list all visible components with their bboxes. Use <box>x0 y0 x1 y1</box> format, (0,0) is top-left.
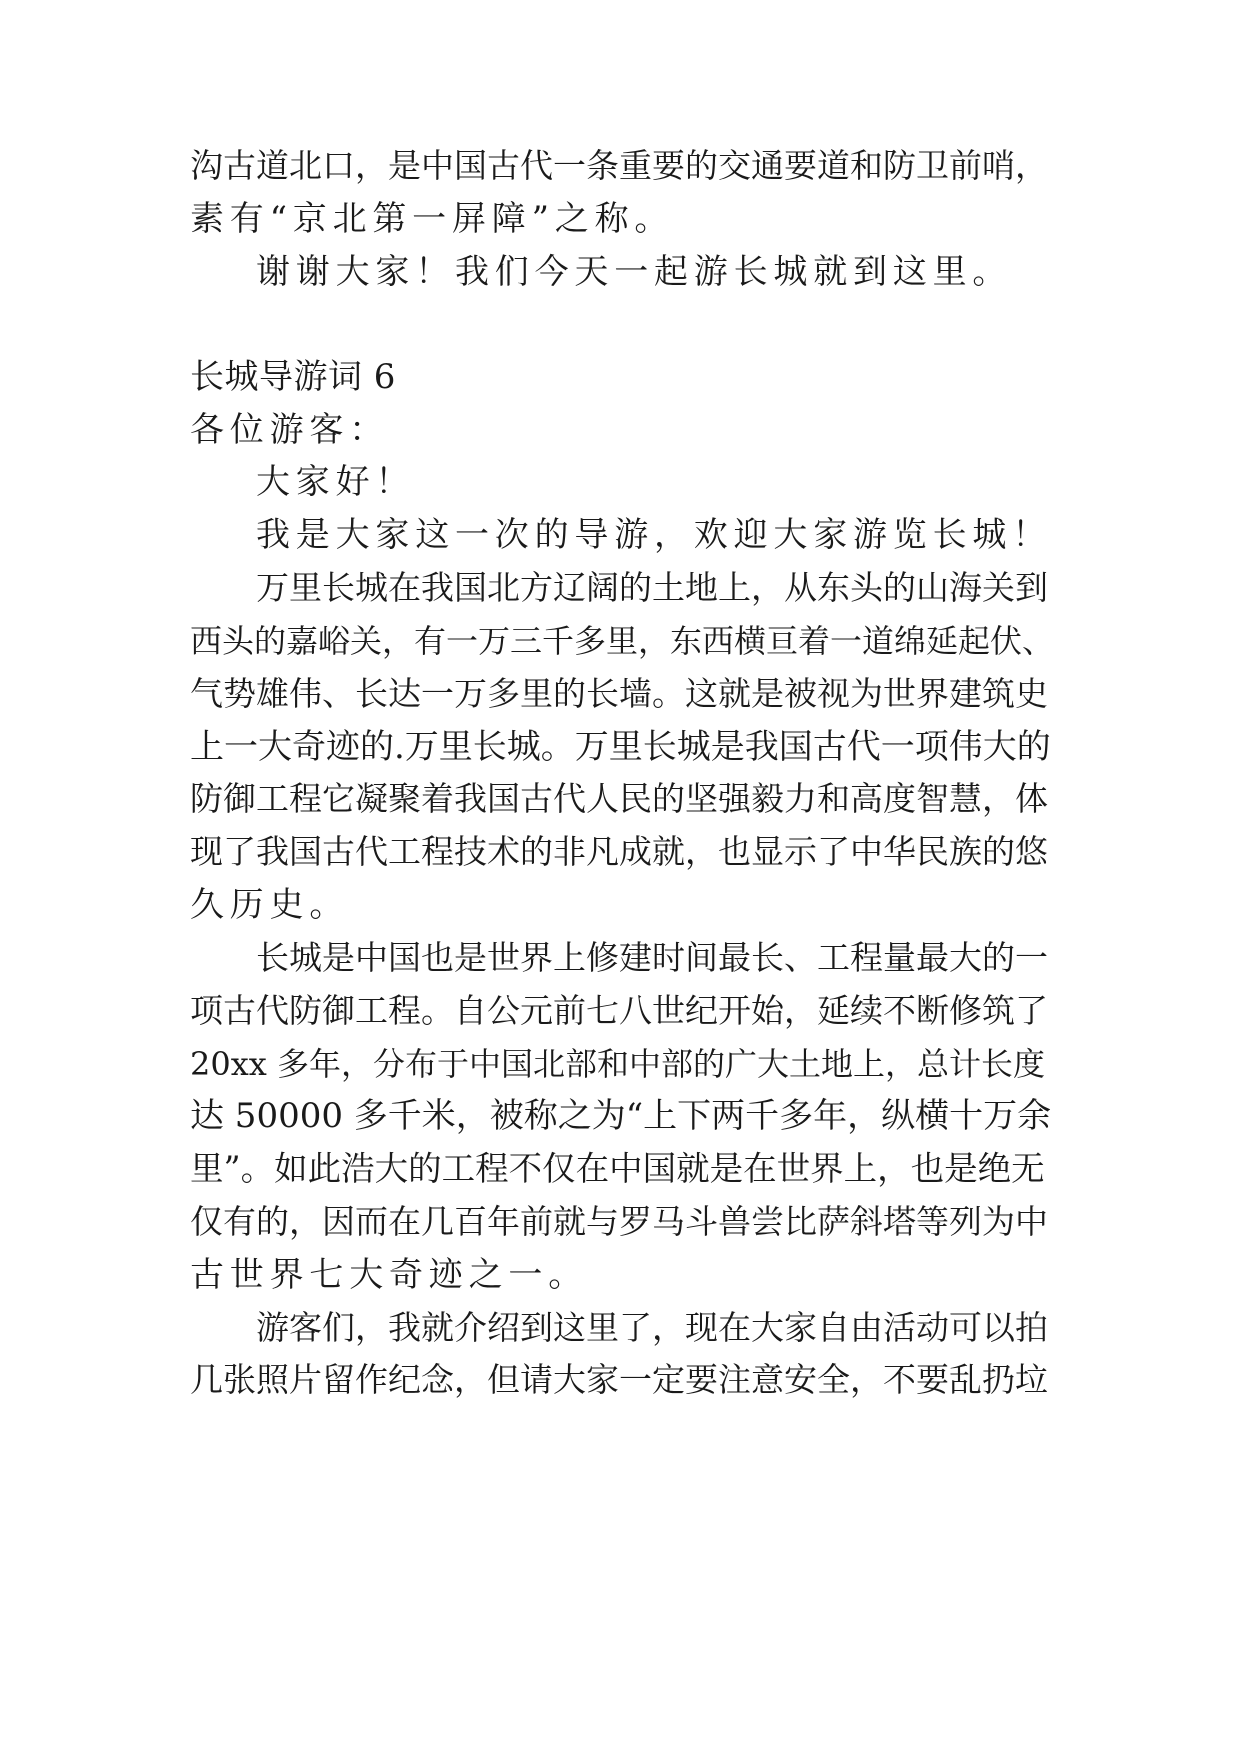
paragraph-line: 几张照片留作纪念，但请大家一定要注意安全，不要乱扔垃 <box>190 1360 1048 1399</box>
paragraph-line: 项古代防御工程。自公元前七八世纪开始，延续不断修筑了 <box>190 991 1048 1030</box>
paragraph-line: 久历史。 <box>190 885 350 925</box>
paragraph-line: 气势雄伟、长达一万多里的长墙。这就是被视为世界建筑史 <box>190 674 1048 713</box>
paragraph-line: 长城是中国也是世界上修建时间最长、工程量最大的一 <box>256 938 1048 977</box>
paragraph-line: 现了我国古代工程技术的非凡成就，也显示了中华民族的悠 <box>190 832 1048 871</box>
paragraph-line: 西头的嘉峪关，有一万三千多里，东西横亘着一道绵延起伏、 <box>190 622 1055 660</box>
paragraph-line: 防御工程它凝聚着我国古代人民的坚强毅力和高度智慧，体 <box>190 779 1048 818</box>
document-page <box>190 0 1055 1754</box>
hello-line: 大家好！ <box>256 462 416 502</box>
paragraph-line: 达 50000 多千米，被称之为“上下两千多年，纵横十万余 <box>190 1096 1052 1136</box>
intro-line: 沟古道北口，是中国古代一条重要的交通要道和防卫前哨， <box>190 146 1048 185</box>
paragraph-line: 仅有的，因而在几百年前就与罗马斗兽尝比萨斜塔等列为中 <box>190 1202 1048 1241</box>
paragraph-line: 游客们，我就介绍到这里了，现在大家自由活动可以拍 <box>256 1308 1048 1347</box>
paragraph-line: 20xx 多年，分布于中国北部和中部的广大土地上，总计长度 <box>190 1045 1045 1083</box>
welcome-line: 我是大家这一次的导游，欢迎大家游览长城！ <box>256 515 1052 555</box>
closing-remark: 谢谢大家！我们今天一起游长城就到这里。 <box>256 252 1013 292</box>
intro-line: 素有“京北第一屏障”之称。 <box>190 199 675 239</box>
greeting: 各位游客： <box>190 410 389 450</box>
paragraph-line: 万里长城在我国北方辽阔的土地上，从东头的山海关到 <box>256 568 1048 607</box>
paragraph-line: 古世界七大奇迹之一。 <box>190 1255 588 1295</box>
section-title: 长城导游词 6 <box>190 357 396 397</box>
paragraph-line: 里”。如此浩大的工程不仅在中国就是在世界上，也是绝无 <box>190 1149 1045 1188</box>
paragraph-line: 上一大奇迹的.万里长城。万里长城是我国古代一项伟大的 <box>190 727 1051 767</box>
